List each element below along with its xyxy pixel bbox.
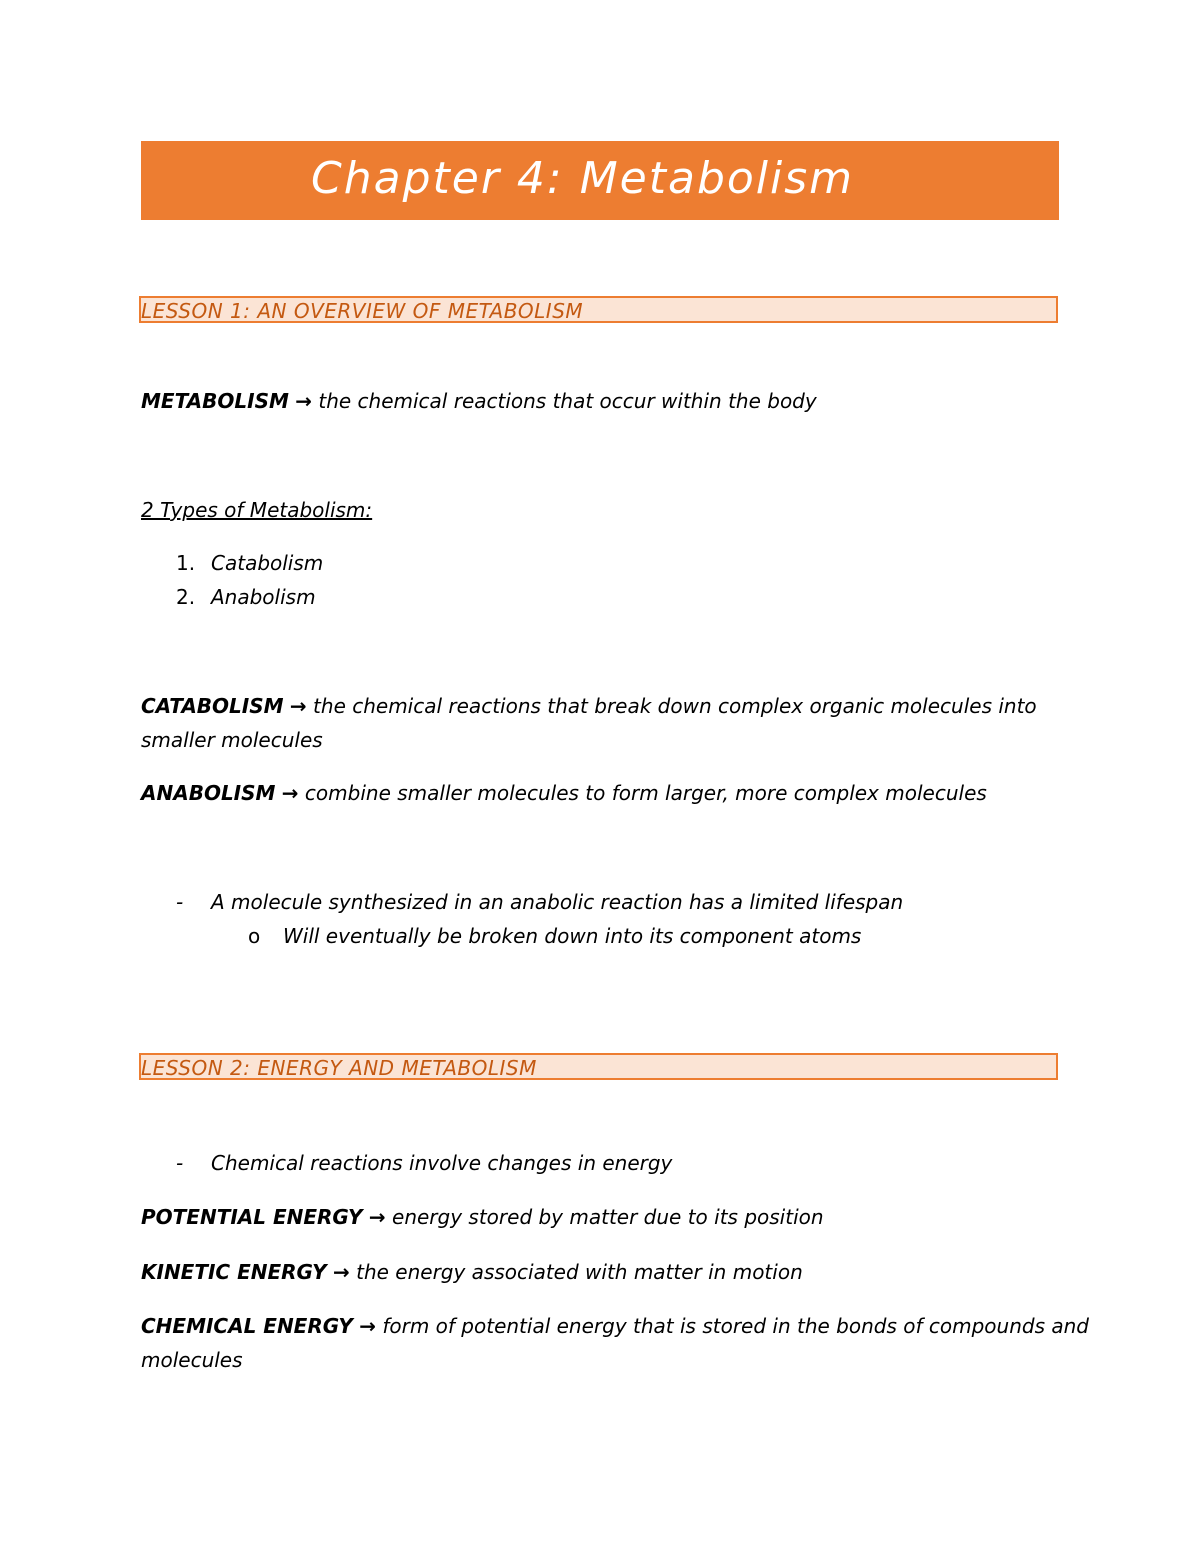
list-number: 2.: [176, 585, 196, 609]
list-item: [176, 551, 195, 575]
bullet-marker: -: [176, 1151, 184, 1175]
anabolism-text: combine smaller molecules to form larger, more complex molecules: [304, 781, 987, 805]
arrow-icon: →: [289, 694, 307, 718]
catabolism-definition: [141, 694, 1037, 718]
arrow-icon: →: [295, 389, 312, 413]
bullet-marker: -: [176, 890, 184, 914]
list-number: 1.: [176, 551, 196, 575]
lesson-2-heading: LESSON 2: ENERGY AND METABOLISM: [141, 1056, 537, 1080]
lesson-2-heading-box: [139, 1053, 1058, 1080]
sub-bullet-text: Will eventually be broken down into its component atoms: [283, 924, 862, 948]
chemical-energy-text: form of potential energy that is stored in the bonds of compounds and: [382, 1314, 1089, 1338]
chemical-energy-text-continued: molecules: [141, 1348, 243, 1372]
anabolism-term: ANABOLISM: [141, 781, 276, 805]
potential-energy-text: energy stored by matter due to its position: [392, 1205, 824, 1229]
catabolism-text: the chemical reactions that break down complex organic molecules into: [313, 694, 1037, 718]
arrow-icon: →: [359, 1314, 376, 1338]
metabolism-term: METABOLISM: [141, 389, 289, 413]
catabolism-text-continued: smaller molecules: [141, 728, 323, 752]
arrow-icon: →: [332, 1260, 350, 1284]
lesson-1-heading: LESSON 1: AN OVERVIEW OF METABOLISM: [141, 299, 584, 323]
bullet-text: Chemical reactions involve changes in energy: [211, 1151, 673, 1175]
chemical-energy-definition: [141, 1314, 1089, 1338]
metabolism-text: the chemical reactions that occur within the body: [318, 389, 817, 413]
list-item-label: Anabolism: [211, 585, 316, 609]
list-item-label: Catabolism: [211, 551, 324, 575]
list-item: [176, 585, 195, 609]
chemical-energy-term: CHEMICAL ENERGY: [141, 1314, 353, 1338]
bullet-text: A molecule synthesized in an anabolic reaction has a limited lifespan: [211, 890, 904, 914]
chapter-title: Chapter 4: Metabolism: [311, 153, 855, 204]
potential-energy-definition: [141, 1205, 824, 1229]
anabolism-definition: [141, 781, 987, 805]
kinetic-energy-text: the energy associated with matter in motion: [356, 1260, 803, 1284]
potential-energy-term: POTENTIAL ENERGY: [141, 1205, 363, 1229]
types-heading: 2 Types of Metabolism:: [141, 498, 373, 522]
sub-bullet-marker: o: [248, 924, 261, 948]
metabolism-definition: [141, 389, 817, 413]
kinetic-energy-definition: [141, 1260, 803, 1284]
kinetic-energy-term: KINETIC ENERGY: [141, 1260, 327, 1284]
arrow-icon: →: [281, 781, 299, 805]
arrow-icon: →: [368, 1205, 386, 1229]
catabolism-term: CATABOLISM: [141, 694, 284, 718]
lesson-1-heading-box: [139, 296, 1058, 323]
chapter-title-banner: [141, 141, 1059, 220]
